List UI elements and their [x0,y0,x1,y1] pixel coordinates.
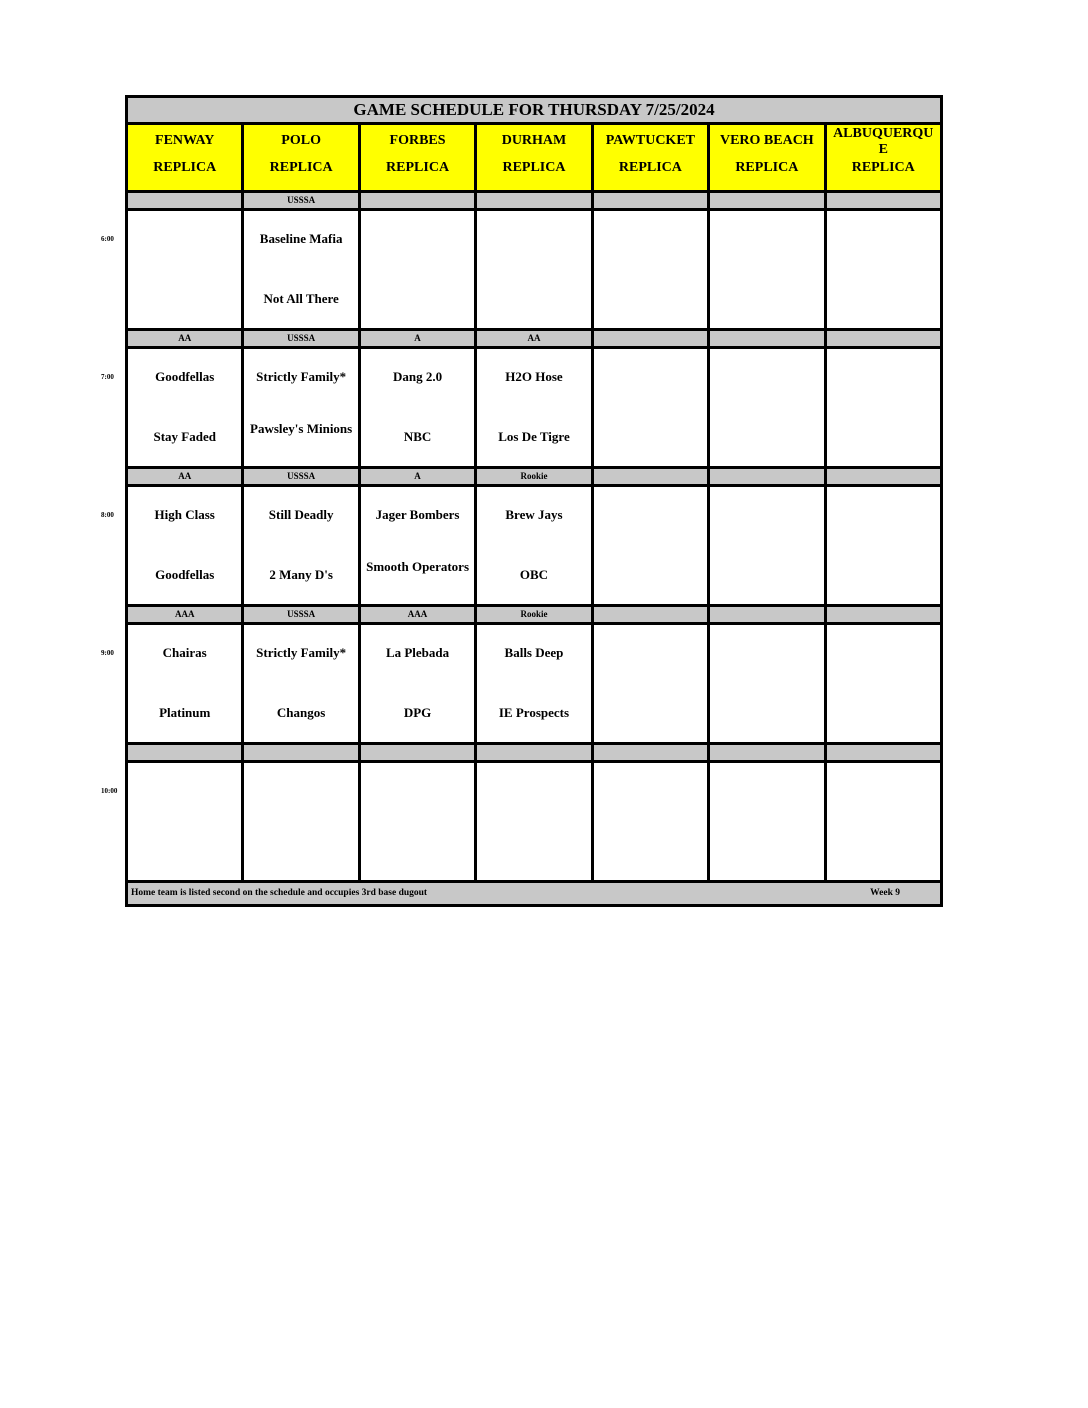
away-team: Goodfellas [155,369,215,384]
home-team: Platinum [159,705,211,720]
home-team: Los De Tigre [498,429,570,444]
field-name: FENWAY [155,133,215,148]
game-row [128,349,940,469]
field-subtitle: REPLICA [153,160,217,175]
field-subtitle: REPLICA [502,160,566,175]
game-row [128,625,940,745]
field-header-polo [244,125,360,190]
field-name: VERO BEACH [719,133,814,148]
division-label [361,193,477,208]
home-team: OBC [519,567,549,582]
game-row [128,487,940,607]
division-label [594,193,710,208]
game-cell [477,625,593,742]
game-cell [827,625,940,742]
game-cell [477,763,593,880]
time-slot-label: 10:00 [101,787,118,795]
away-team: Strictly Family* [256,369,347,384]
division-label: USSSA [244,193,360,208]
game-cell [128,763,244,880]
field-header-row [128,125,940,193]
game-cell [594,487,710,604]
game-cell [361,349,477,466]
field-subtitle: REPLICA [269,160,333,175]
game-cell [361,487,477,604]
game-cell [128,211,244,328]
home-team: Not All There [263,291,339,306]
schedule-sheet [125,95,943,907]
game-cell [244,349,360,466]
division-label [477,193,593,208]
field-name: ALBUQUERQUE [833,126,934,157]
game-cell [244,763,360,880]
division-label [827,607,940,622]
game-cell [244,487,360,604]
away-team: Still Deadly [268,507,334,522]
division-label [710,469,826,484]
home-team: DPG [403,705,432,720]
away-team: Baseline Mafia [259,231,343,246]
field-name: DURHAM [501,133,567,148]
game-cell [710,625,826,742]
game-cell [128,349,244,466]
division-label [594,469,710,484]
division-label: USSSA [244,469,360,484]
game-cell [710,349,826,466]
game-cell [244,211,360,328]
game-cell [361,763,477,880]
away-team: H2O Hose [505,369,563,384]
division-label [827,745,940,760]
field-subtitle: REPLICA [735,160,799,175]
division-label: AAA [128,607,244,622]
field-subtitle: REPLICA [851,160,915,175]
level-row [128,745,940,763]
away-team: Strictly Family* [256,645,347,660]
game-cell [128,625,244,742]
field-name: FORBES [389,133,446,148]
game-cell [128,487,244,604]
home-team: NBC [403,429,432,444]
schedule-footer [128,883,940,904]
division-label [361,745,477,760]
field-name: PAWTUCKET [605,133,695,148]
time-slot-label: 9:00 [101,649,114,657]
week-label: Week 9 [870,888,900,898]
away-team: Chairas [162,645,207,660]
division-label [710,331,826,346]
game-cell [477,211,593,328]
level-row [128,469,940,487]
division-label: A [361,331,477,346]
division-label: AAA [361,607,477,622]
game-cell [477,487,593,604]
level-row [128,607,940,625]
game-cell [827,487,940,604]
away-team: High Class [154,507,215,522]
game-row [128,763,940,883]
schedule-grid [128,193,940,883]
field-subtitle: REPLICA [386,160,450,175]
division-label [827,331,940,346]
field-header-vero-beach [710,125,826,190]
field-header-albuquerque [827,125,940,190]
game-cell [594,211,710,328]
division-label: A [361,469,477,484]
division-label [594,745,710,760]
division-label: AA [477,331,593,346]
game-cell [244,625,360,742]
field-header-pawtucket [594,125,710,190]
division-label [128,745,244,760]
game-cell [827,349,940,466]
home-team: Changos [276,705,326,720]
away-team: Dang 2.0 [392,369,443,384]
game-cell [594,349,710,466]
division-label: USSSA [244,607,360,622]
field-header-durham [477,125,593,190]
game-cell [361,211,477,328]
division-label [827,193,940,208]
division-label [710,193,826,208]
game-cell [594,763,710,880]
away-team: Brew Jays [505,507,563,522]
division-label [827,469,940,484]
division-label: Rookie [477,607,593,622]
game-cell [710,487,826,604]
division-label [710,607,826,622]
away-team: La Plebada [385,645,450,660]
division-label: USSSA [244,331,360,346]
home-team: Stay Faded [153,429,216,444]
time-slot-label: 8:00 [101,511,114,519]
field-name: POLO [281,133,321,148]
division-label [244,745,360,760]
game-cell [827,763,940,880]
division-label [594,331,710,346]
home-team: Smooth Operators [366,559,470,574]
home-team: Goodfellas [155,567,215,582]
field-subtitle: REPLICA [618,160,682,175]
time-slot-label: 7:00 [101,373,114,381]
field-header-forbes [361,125,477,190]
game-row [128,211,940,331]
game-cell [477,349,593,466]
level-row [128,193,940,211]
game-cell [710,211,826,328]
division-label: AA [128,469,244,484]
schedule-title: GAME SCHEDULE FOR THURSDAY 7/25/2024 [128,98,940,125]
division-label [477,745,593,760]
away-team: Balls Deep [504,645,564,660]
division-label [710,745,826,760]
home-team: IE Prospects [498,705,570,720]
home-team: Pawsley's Minions [250,421,353,436]
division-label [594,607,710,622]
game-cell [827,211,940,328]
division-label: AA [128,331,244,346]
home-team: 2 Many D's [269,567,333,582]
field-header-fenway [128,125,244,190]
away-team: Jager Bombers [375,507,460,522]
game-cell [594,625,710,742]
time-slot-label: 6:00 [101,235,114,243]
home-team-note: Home team is listed second on the schedule and occupies 3rd base dugout [131,888,428,898]
game-cell [710,763,826,880]
division-label: Rookie [477,469,593,484]
level-row [128,331,940,349]
game-cell [361,625,477,742]
division-label [128,193,244,208]
